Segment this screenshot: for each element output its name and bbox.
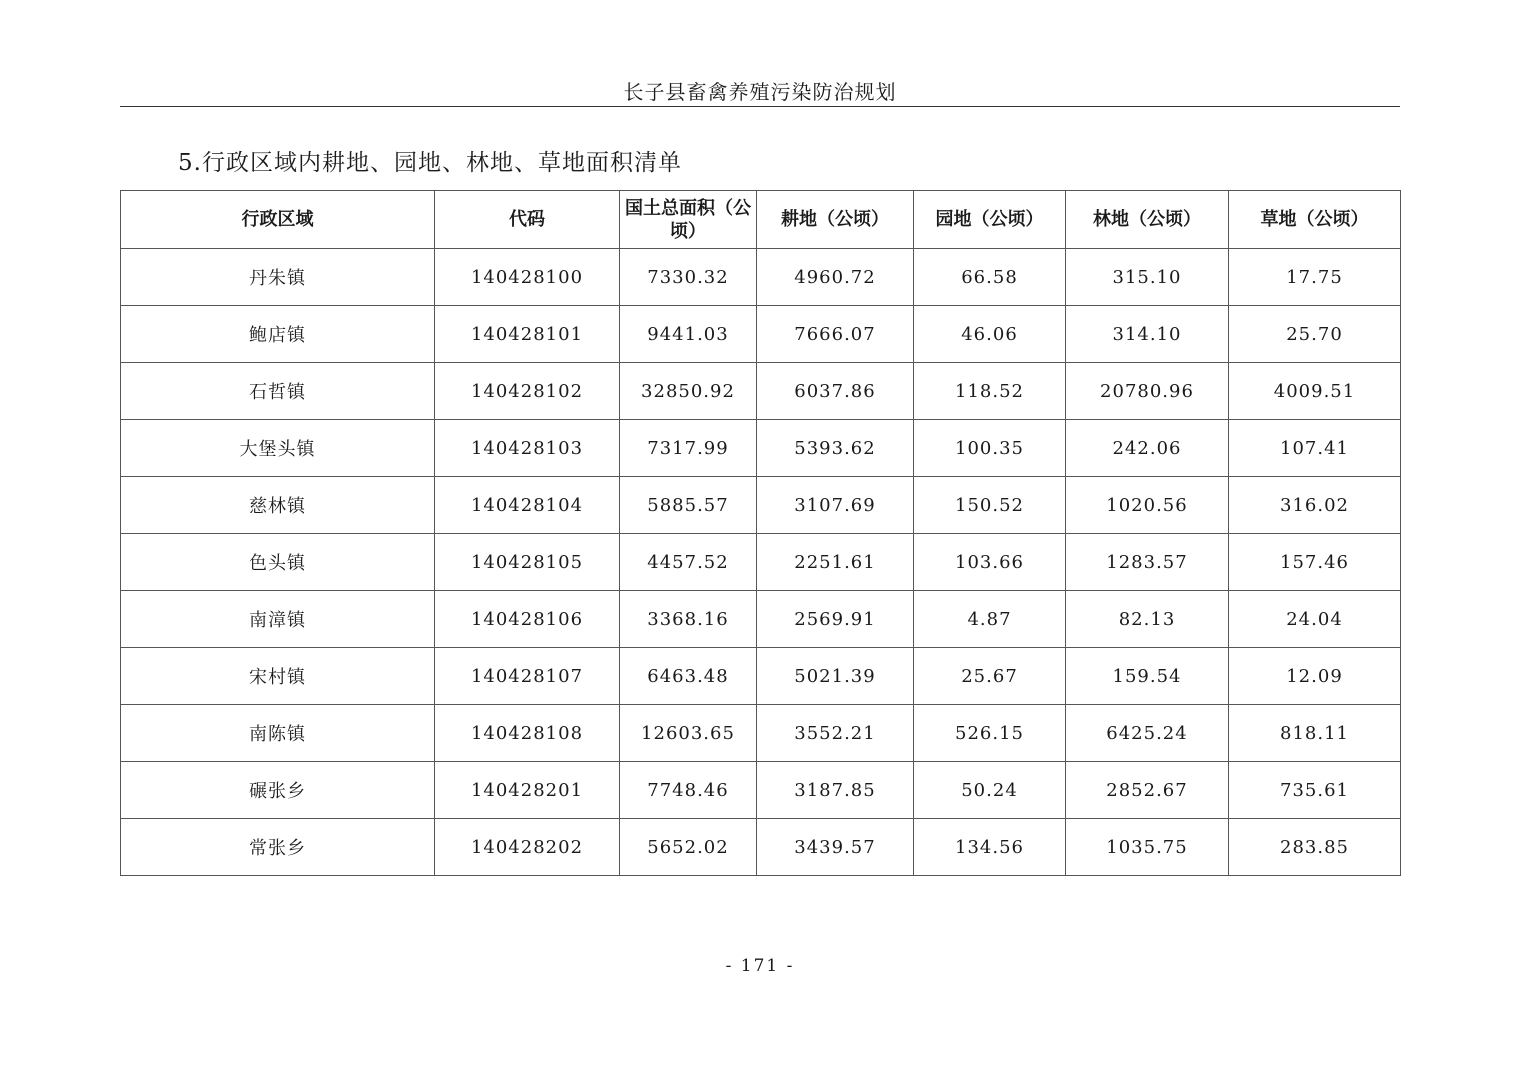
cell-cultivated: 2251.61	[757, 534, 914, 591]
cell-region: 鲍店镇	[121, 306, 435, 363]
cell-total-area: 5885.57	[620, 477, 757, 534]
cell-total-area: 4457.52	[620, 534, 757, 591]
cell-grassland: 735.61	[1229, 762, 1401, 819]
cell-forest: 2852.67	[1066, 762, 1229, 819]
cell-total-area: 12603.65	[620, 705, 757, 762]
cell-code: 140428201	[435, 762, 620, 819]
table-row	[121, 363, 1401, 420]
cell-total-area: 7330.32	[620, 249, 757, 306]
table-row	[121, 762, 1401, 819]
cell-garden: 50.24	[914, 762, 1066, 819]
table-row	[121, 306, 1401, 363]
cell-garden: 46.06	[914, 306, 1066, 363]
cell-forest: 20780.96	[1066, 363, 1229, 420]
table-row	[121, 420, 1401, 477]
cell-garden: 134.56	[914, 819, 1066, 876]
cell-region: 石哲镇	[121, 363, 435, 420]
column-header-forest: 林地（公顷）	[1066, 191, 1229, 249]
cell-cultivated: 5393.62	[757, 420, 914, 477]
cell-total-area: 7748.46	[620, 762, 757, 819]
table-row	[121, 534, 1401, 591]
table-body	[121, 249, 1401, 876]
cell-forest: 242.06	[1066, 420, 1229, 477]
cell-grassland: 316.02	[1229, 477, 1401, 534]
cell-grassland: 157.46	[1229, 534, 1401, 591]
cell-forest: 314.10	[1066, 306, 1229, 363]
cell-code: 140428104	[435, 477, 620, 534]
cell-grassland: 25.70	[1229, 306, 1401, 363]
cell-region: 常张乡	[121, 819, 435, 876]
column-header-garden: 园地（公顷）	[914, 191, 1066, 249]
cell-grassland: 4009.51	[1229, 363, 1401, 420]
cell-code: 140428202	[435, 819, 620, 876]
cell-garden: 25.67	[914, 648, 1066, 705]
cell-code: 140428100	[435, 249, 620, 306]
cell-cultivated: 2569.91	[757, 591, 914, 648]
cell-forest: 6425.24	[1066, 705, 1229, 762]
cell-cultivated: 3552.21	[757, 705, 914, 762]
cell-code: 140428108	[435, 705, 620, 762]
cell-region: 色头镇	[121, 534, 435, 591]
land-area-table	[120, 190, 1401, 876]
cell-code: 140428102	[435, 363, 620, 420]
cell-cultivated: 6037.86	[757, 363, 914, 420]
cell-garden: 4.87	[914, 591, 1066, 648]
cell-forest: 1020.56	[1066, 477, 1229, 534]
cell-total-area: 3368.16	[620, 591, 757, 648]
section-title: 5.行政区域内耕地、园地、林地、草地面积清单	[178, 150, 682, 176]
cell-region: 宋村镇	[121, 648, 435, 705]
cell-total-area: 7317.99	[620, 420, 757, 477]
cell-garden: 66.58	[914, 249, 1066, 306]
cell-forest: 159.54	[1066, 648, 1229, 705]
column-header-grassland: 草地（公顷）	[1229, 191, 1401, 249]
cell-forest: 82.13	[1066, 591, 1229, 648]
cell-garden: 103.66	[914, 534, 1066, 591]
table-row	[121, 591, 1401, 648]
cell-cultivated: 3107.69	[757, 477, 914, 534]
cell-region: 大堡头镇	[121, 420, 435, 477]
cell-region: 南漳镇	[121, 591, 435, 648]
column-header-region: 行政区域	[121, 191, 435, 249]
cell-grassland: 24.04	[1229, 591, 1401, 648]
page-number: - 171 -	[725, 956, 795, 976]
cell-total-area: 5652.02	[620, 819, 757, 876]
table-header-row	[121, 191, 1401, 249]
cell-cultivated: 5021.39	[757, 648, 914, 705]
cell-grassland: 17.75	[1229, 249, 1401, 306]
table-row	[121, 249, 1401, 306]
cell-garden: 100.35	[914, 420, 1066, 477]
cell-region: 南陈镇	[121, 705, 435, 762]
table-row	[121, 648, 1401, 705]
cell-garden: 150.52	[914, 477, 1066, 534]
cell-garden: 526.15	[914, 705, 1066, 762]
cell-code: 140428107	[435, 648, 620, 705]
cell-code: 140428103	[435, 420, 620, 477]
cell-total-area: 9441.03	[620, 306, 757, 363]
cell-forest: 1035.75	[1066, 819, 1229, 876]
column-header-total-area: 国土总面积（公顷）	[620, 191, 757, 249]
cell-total-area: 6463.48	[620, 648, 757, 705]
cell-garden: 118.52	[914, 363, 1066, 420]
cell-total-area: 32850.92	[620, 363, 757, 420]
cell-forest: 315.10	[1066, 249, 1229, 306]
cell-region: 慈林镇	[121, 477, 435, 534]
table-row	[121, 705, 1401, 762]
cell-forest: 1283.57	[1066, 534, 1229, 591]
cell-cultivated: 3187.85	[757, 762, 914, 819]
cell-region: 丹朱镇	[121, 249, 435, 306]
page-header: 长子县畜禽养殖污染防治规划	[623, 80, 897, 104]
cell-code: 140428106	[435, 591, 620, 648]
cell-grassland: 283.85	[1229, 819, 1401, 876]
cell-code: 140428101	[435, 306, 620, 363]
column-header-cultivated: 耕地（公顷）	[757, 191, 914, 249]
cell-grassland: 107.41	[1229, 420, 1401, 477]
cell-code: 140428105	[435, 534, 620, 591]
cell-grassland: 12.09	[1229, 648, 1401, 705]
header-divider	[120, 106, 1400, 107]
table-row	[121, 477, 1401, 534]
cell-cultivated: 3439.57	[757, 819, 914, 876]
column-header-code: 代码	[435, 191, 620, 249]
cell-cultivated: 4960.72	[757, 249, 914, 306]
cell-grassland: 818.11	[1229, 705, 1401, 762]
cell-region: 碾张乡	[121, 762, 435, 819]
cell-cultivated: 7666.07	[757, 306, 914, 363]
table-row	[121, 819, 1401, 876]
